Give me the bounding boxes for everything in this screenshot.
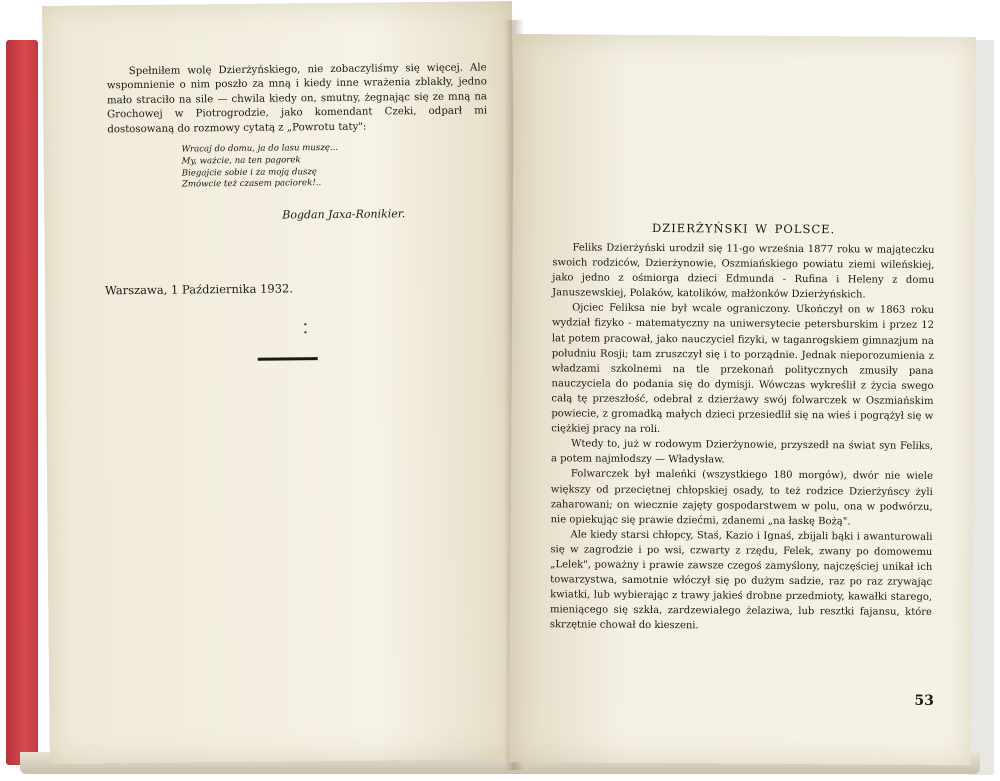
- paragraph: Ale kiedy starsi chłopcy, Staś, Kazio i Ignaś, zbijali bąki i awanturowali się w zagrodzie i po wsi, czwarty z rzędu, Felek, zwany po domowemu „Lelek", poważny i prawie zawsze czegoś zamyślony, najczęściej unikał ich towarzystwa, samotnie włóczył się po dużym sadzie, raz po raz zrywając kwiatki, lub wybierając z trawy jakieś drobne przedmioty, kawałki starego, mieniącego się szkła, zardzewiałego żelaziwa, lub resztki fajansu, które skrzętnie chował do kieszeni.: [549, 529, 933, 632]
- paragraph: Folwarczek był maleńki (wszystkiego 180 morgów), dwór nie wiele większy od przeciętnej chłopskiej osady, to też rodzice Dzierżyńscy żyli zaharowani; on wiecznie zajęty gospodarstwem w polu, ona w podwórzu, nie opiekując się prawie dziećmi, zdanemi „na łaskę Bożą".: [550, 468, 933, 528]
- chapter-body: [550, 240, 935, 635]
- author-signature: Bogdan Jaxa-Ronikier.: [282, 207, 406, 222]
- left-page: [42, 1, 520, 764]
- page-number: 53: [914, 692, 934, 709]
- chapter-heading: DZIERŻYŃSKI W POLSCE.: [652, 220, 836, 237]
- poem-line: Biegajcie sobie i za moją duszę: [181, 166, 318, 179]
- poem-line: My, ważcie, na ten pagorek: [181, 155, 301, 167]
- poem-line: Wracaj do domu, ja do lasu muszę...: [181, 142, 339, 155]
- paragraph: Wtedy to, już w rodowym Dzierżynowie, przyszedł na świat syn Feliks, a potem najmłodszy — Władysław.: [550, 438, 934, 466]
- paragraph: Feliks Dzierżyński urodził się 11-go września 1877 roku w mająteczku swoich rodziców, Dzierżynowie, Oszmiańskiego powiatu ziemi wileńskiej, jako jedno z ośmiorga dzieci Edmunda - Rufina i Heleny z domu Januszewskiej, Polaków, katolików, małżonków Dzierżyńskich.: [552, 242, 935, 301]
- poem: [181, 142, 441, 192]
- right-page: [509, 34, 976, 765]
- book-cover-edge: [6, 40, 38, 765]
- poem-line: Zmówcie też czasem paciorek!..: [181, 178, 322, 190]
- intro-paragraph: Spełniłem wolę Dzierżyńskiego, nie zobaczyliśmy się więcej. Ale wspomnienie o nim poszło za mną i kiedy inne wrażenia zblakły, jedno mało straciło na sile — chwila kiedy on, smutny, żegnając się ze mną na Grochowej w Piotrogrodzie, jako komendant Czeki, odparł mi dostosowaną do rozmowy cytatą z „Powrotu taty":: [106, 62, 488, 135]
- dateline: Warszawa, 1 Października 1932.: [104, 281, 294, 298]
- paragraph: Ojciec Feliksa nie był wcale ograniczony. Ukończył on w 1863 roku wydział fizyko - matematyczny na uniwersytecie petersburskim i przez 12 lat potem pracował, jako nauczyciel fizyki, w taganrogskiem gimnazjum na południu Rosji; tam zruszczył się i to porządnie. Jednak nieporozumienia z władzami szkolnemi na tle przekonań politycznych zmusiły pana nauczyciela do podania się do dymisji. Wówczas wykreślił z życia swego całą tę przeszłość, odebrał z dzierżawy swój folwarczek w Oszmiańskim powiecie, z gromadką małych dzieci przesiedlił się na wieś i pogrążył się w ciężkiej pracy na roli.: [551, 302, 935, 436]
- ornament-dots: [303, 323, 309, 343]
- section-rule: [258, 357, 318, 361]
